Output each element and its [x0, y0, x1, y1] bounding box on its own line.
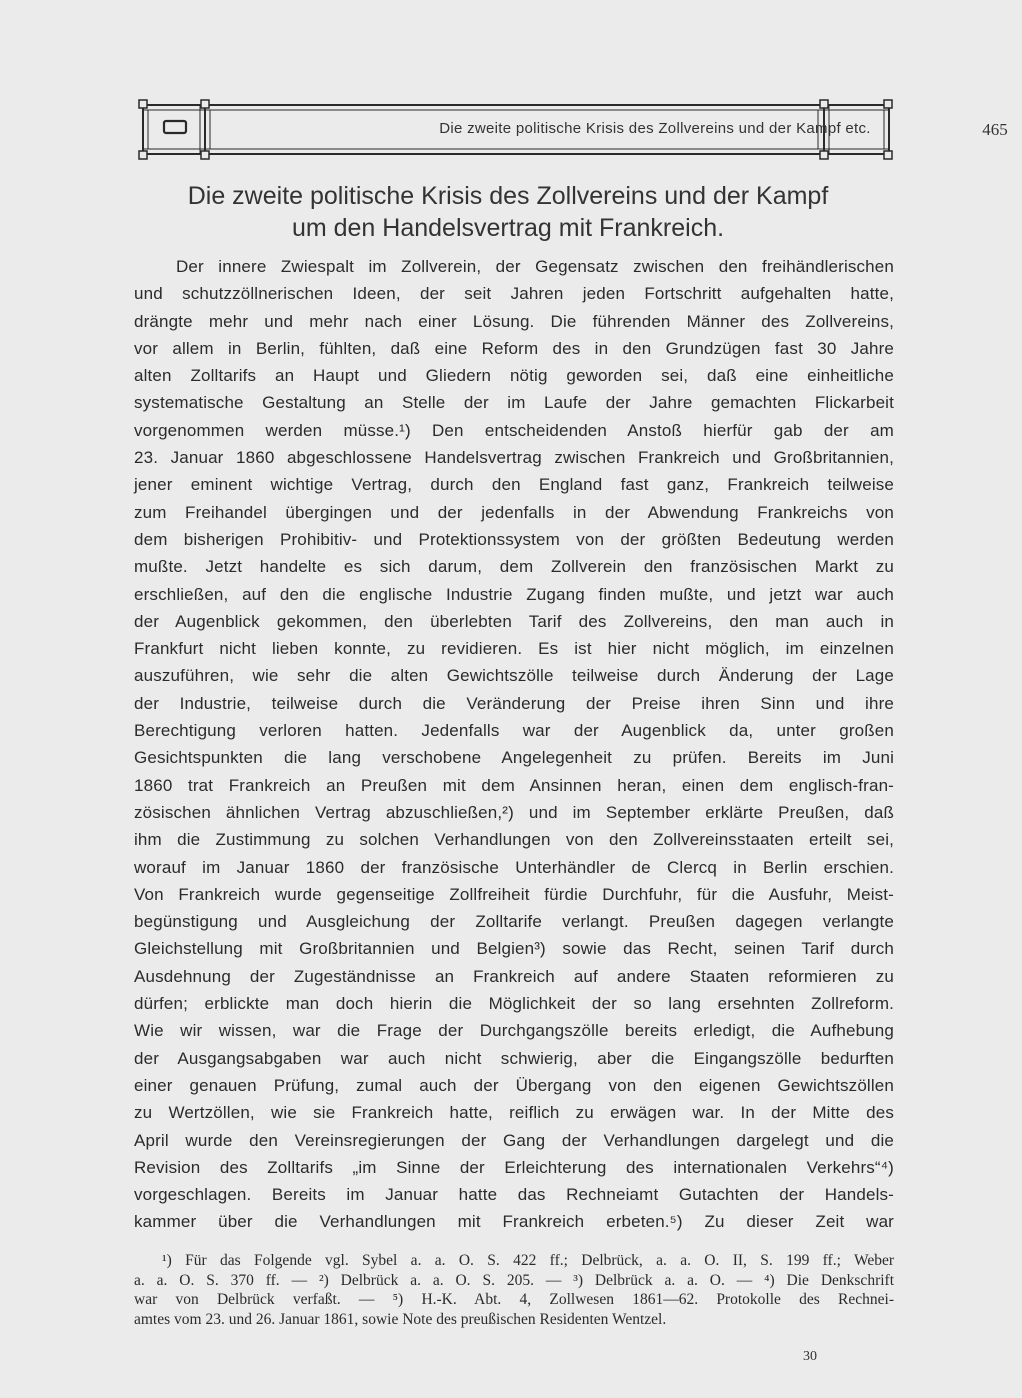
- body-line: der Industrie, teilweise durch die Veränderung der Preise ihren Sinn und ihre: [134, 693, 894, 713]
- body-line: kammer über die Verhandlungen mit Frankreich erbeten.⁵) Zu dieser Zeit war: [134, 1212, 894, 1232]
- body-line: Frankfurt nicht lieben konnte, zu revidieren. Es ist hier nicht möglich, im einzelnen: [134, 639, 894, 659]
- body-line: ihm die Zustimmung zu solchen Verhandlungen von den Zollvereinsstaaten erteilt sei,: [134, 830, 894, 850]
- body-line: dem bisherigen Prohibitiv- und Protektionssystem von der größten Bedeutung werden: [134, 529, 894, 549]
- running-title: Die zweite politische Krisis des Zollvereins und der Kampf etc.: [439, 120, 871, 137]
- body-line: Revision des Zolltarifs „im Sinne der Erleichterung des internationalen Verkehrs“⁴): [134, 1157, 894, 1177]
- footnote-line: amtes vom 23. und 26. Januar 1861, sowie Note des preußischen Residenten Wentzel.: [134, 1310, 667, 1328]
- chapter-title: [120, 180, 896, 244]
- footnote-line: a. a. O. S. 370 ff. — ²) Delbrück a. a. O. S. 205. — ³) Delbrück a. a. O. — ⁴) Die Denkschrift: [134, 1271, 894, 1289]
- body-line: Berechtigung verloren hatten. Jedenfalls war der Augenblick da, unter großen: [134, 721, 894, 741]
- body-line: April wurde den Vereinsregierungen der Gang der Verhandlungen dargelegt und die: [134, 1130, 894, 1150]
- body-line: zösischen ähnlichen Vertrag abzuschließen,²) und im September erklärte Preußen, daß: [134, 802, 894, 822]
- body-line: der Augenblick gekommen, den überlebten Tarif des Zollvereins, den man auch in: [134, 611, 894, 631]
- body-line: alten Zolltarifs an Haupt und Gliedern nötig geworden sei, daß eine einheitliche: [134, 366, 894, 386]
- chapter-title-line-2: um den Handelsvertrag mit Frankreich.: [291, 214, 725, 242]
- body-line: 23. Januar 1860 abgeschlossene Handelsvertrag zwischen Frankreich und Großbritannien,: [134, 448, 894, 468]
- body-line: Der innere Zwiespalt im Zollverein, der Gegensatz zwischen den freihändlerischen: [176, 257, 894, 276]
- body-line: Ausdehnung der Zugeständnisse an Frankreich auf andere Staaten reformieren zu: [134, 966, 894, 986]
- body-line: zum Freihandel übergingen und der jedenfalls in der Abwendung Frankreichs von: [134, 502, 894, 522]
- body-line: der Ausgangsabgaben war auch nicht schwierig, aber die Eingangszölle bedurften: [134, 1048, 894, 1068]
- body-line: begünstigung und Ausgleichung der Zolltarife verlangt. Preußen dagegen verlangte: [134, 912, 894, 932]
- footnote-line: war von Delbrück verfaßt. — ⁵) H.-K. Abt. 4, Zollwesen 1861—62. Protokolle des Rechnei-: [134, 1291, 894, 1309]
- body-line: worauf im Januar 1860 der französische Unterhändler de Clercq in Berlin erschien.: [134, 857, 894, 877]
- body-line: vorgeschlagen. Bereits im Januar hatte das Rechneiamt Gutachten der Handels-: [134, 1185, 894, 1205]
- footnotes: [134, 1251, 894, 1329]
- signature-mark: 30: [803, 1349, 817, 1364]
- body-line: Gesichtspunkten die lang verschobene Angelegenheit zu prüfen. Bereits im Juni: [134, 748, 894, 768]
- body-line: Von Frankreich wurde gegenseitige Zollfreiheit fürdie Durchfuhr, für die Ausfuhr, Meist-: [134, 884, 894, 904]
- body-line: systematische Gestaltung an Stelle der im Laufe der Jahre gemachten Flickarbeit: [134, 393, 894, 413]
- body-line: zu Wertzöllen, wie sie Frankreich hatte, reiflich zu erwägen war. In der Mitte des: [134, 1103, 894, 1123]
- body-line: dürfen; erblickte man doch hierin die Möglichkeit der so lang ersehnten Zollreform.: [134, 994, 894, 1014]
- body-line: jener eminent wichtige Vertrag, durch den England fast ganz, Frankreich teilweise: [134, 475, 894, 495]
- body-line: auszuführen, wie sehr die alten Gewichtszölle teilweise durch Änderung der Lage: [134, 666, 894, 686]
- chapter-title-line-1: Die zweite politische Krisis des Zollvereins und der Kampf: [187, 182, 829, 210]
- body-line: drängte mehr und mehr nach einer Lösung. Die führenden Männer des Zollvereins,: [134, 311, 894, 331]
- page-number: 465: [982, 120, 1008, 139]
- body-paragraph: [134, 253, 894, 1236]
- body-line: Gleichstellung mit Großbritannien und Belgien³) sowie das Recht, seinen Tarif durch: [134, 939, 894, 959]
- body-line: mußte. Jetzt handelte es sich darum, dem Zollverein den französischen Markt zu: [134, 557, 894, 577]
- small-rectangle-ornament-icon: [164, 121, 186, 133]
- body-line: und schutzzöllnerischen Ideen, der seit Jahren jeden Fortschritt aufgehalten hatte,: [134, 284, 894, 304]
- body-line: 1860 trat Frankreich an Preußen mit dem Ansinnen heran, einen dem englisch-fran-: [134, 775, 894, 795]
- body-line: einer genauen Prüfung, zumal auch der Übergang von den eigenen Gewichtszöllen: [134, 1075, 894, 1095]
- body-line: vorgenommen werden müsse.¹) Den entscheidenden Anstoß hierfür gab der am: [134, 420, 894, 440]
- body-line: vor allem in Berlin, fühlten, daß eine Reform des in den Grundzügen fast 30 Jahre: [134, 338, 894, 358]
- running-header: [138, 100, 1008, 160]
- body-line: Wie wir wissen, war die Frage der Durchgangszölle bereits erledigt, die Aufhebung: [134, 1021, 894, 1041]
- footnote-line: ¹) Für das Folgende vgl. Sybel a. a. O. S. 422 ff.; Delbrück, a. a. O. II, S. 199 ff.; Weber: [162, 1252, 894, 1269]
- body-line: erschließen, auf den die englische Industrie Zugang finden mußte, und jetzt war auch: [134, 584, 894, 604]
